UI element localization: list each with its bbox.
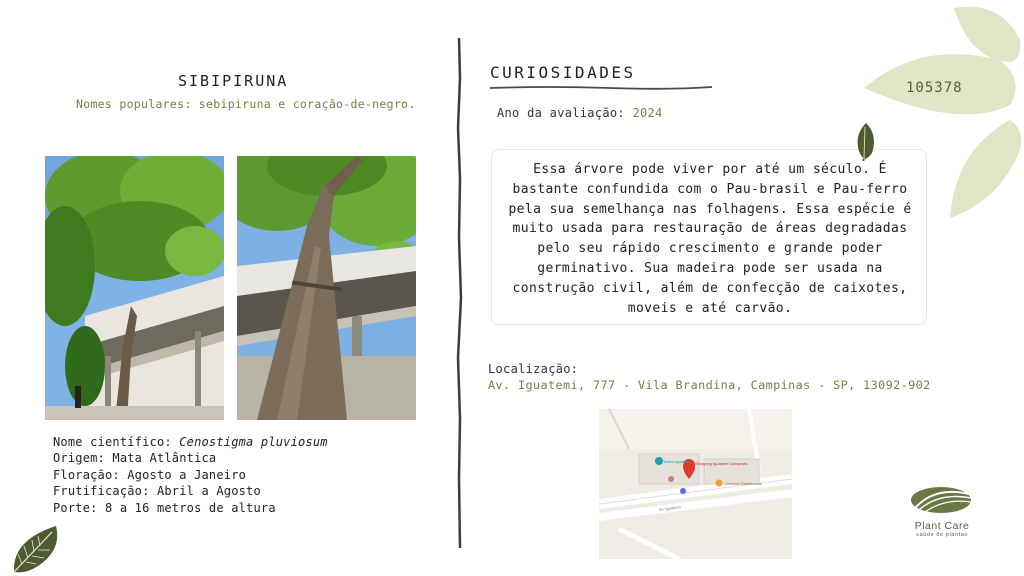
plant-info: [53, 434, 328, 516]
size-row: Porte: 8 a 16 metros de altura: [53, 500, 276, 515]
scientific-name-label: Nome científico:: [53, 435, 180, 449]
map-poi-outback: Outback Steakhouse: [725, 481, 763, 486]
leaf-icon: [852, 121, 880, 161]
scientific-name-value: Cenostigma pluviosum: [179, 435, 328, 449]
flowering-row: Floração: Agosto a Janeiro: [53, 467, 247, 482]
popular-names: Nomes populares: sebipiruna e coração-de-negro.: [76, 97, 416, 111]
decorative-leaves-icon: [850, 0, 1024, 230]
map-street-label: Av. Iguatemi: [658, 504, 681, 512]
description-text: Essa árvore pode viver por até um século. É bastante confundida com o Pau-brasil e Pau-ferro pela sua semelhança nas folhagens. Essa espécie é muito usada para restauração de áreas degradadas pelo seu rápido crescimento e grande poder germinativo. Sua madeira pode ser usada na construção civil, além de confecção de caixotes, moveis e até carvão.: [508, 162, 912, 316]
tree-id-code: 105378: [906, 80, 963, 96]
map-poi-teatro: Teatro Iguatemi: [663, 459, 691, 464]
curiosities-heading: CURIOSIDADES: [490, 63, 636, 82]
corner-leaf-icon: [8, 520, 64, 576]
section-divider: [449, 38, 469, 548]
map-poi-shopping: Shopping Iguatemi Campinas: [695, 461, 748, 466]
map-pin-icon: [655, 457, 663, 465]
brand-name: Plant Care: [914, 520, 970, 532]
tree-photo-trunk: [237, 156, 416, 420]
location-map[interactable]: [599, 409, 792, 559]
location-address[interactable]: Av. Iguatemi, 777 - Vila Brandina, Campinas - SP, 13092-902: [488, 378, 931, 392]
plant-title: SIBIPIRUNA: [178, 72, 289, 90]
tree-photo-canopy: [45, 156, 224, 420]
plant-care-logo: [905, 486, 977, 514]
location-label: Localização:: [488, 362, 579, 376]
evaluation-year-label: Ano da avaliação:: [497, 106, 633, 120]
scientific-name-row: [53, 434, 328, 450]
evaluation-year: [497, 106, 663, 120]
fruiting-row: Frutificação: Abril a Agosto: [53, 484, 261, 499]
heading-underline: [490, 84, 712, 92]
brand-tagline: saúde de plantas: [916, 532, 968, 538]
evaluation-year-value: 2024: [632, 106, 663, 120]
origin-row: Origem: Mata Atlântica: [53, 451, 217, 466]
